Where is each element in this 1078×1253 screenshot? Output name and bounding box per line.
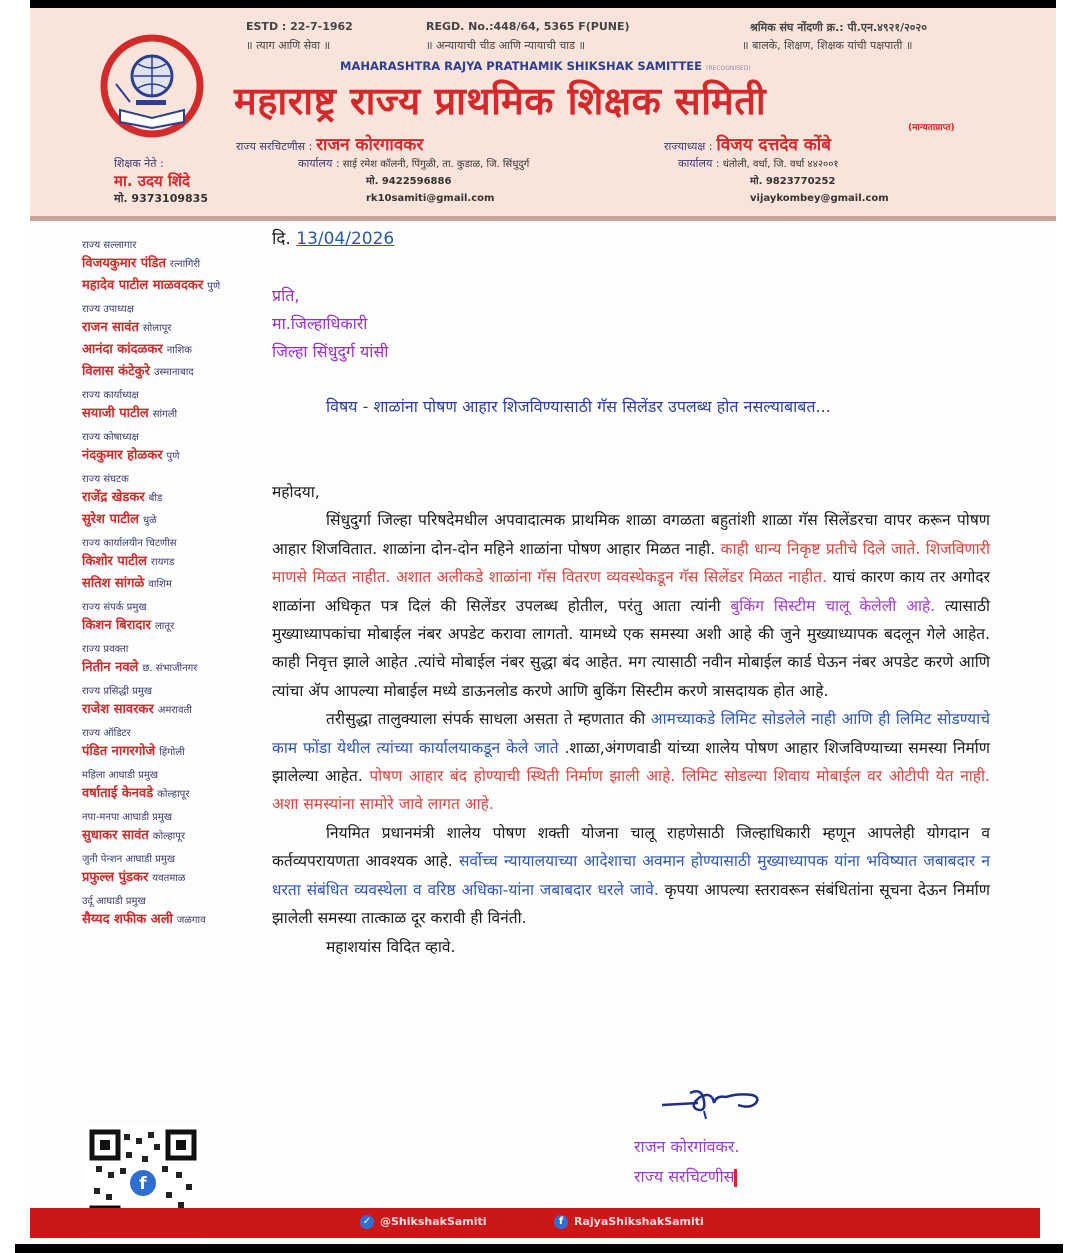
facebook-icon: f xyxy=(554,1215,568,1229)
bearer-role: महिला आघाडी प्रमुख xyxy=(82,770,159,781)
bearer-role: राज्य प्रवक्ता xyxy=(82,644,129,655)
top-black-bar xyxy=(30,0,1056,8)
bearer-entry xyxy=(82,551,282,573)
union-registration: श्रमिक संघ नोंदणी क्र.: पी.एन.४९२१/२०२० xyxy=(750,21,927,34)
svg-text:f: f xyxy=(139,1174,147,1194)
bearer-role: उर्दू आघाडी प्रमुख xyxy=(82,896,146,907)
leader-label: शिक्षक नेते : xyxy=(114,157,164,170)
bearer-name: राजेंद्र खेडकर xyxy=(82,490,145,505)
bearer-city: कोल्हापूर xyxy=(152,831,186,842)
teacher-leader xyxy=(114,156,208,206)
highlight-blue: सर्वोच्च न्यायालयाच्या आदेशाचा अवमान होण्यासाठी मुख्याध्यापक यांना भविष्यात जबाबदार न धरता संबंधित व्यवस्थेला व वरिष्ठ अधिका-यांना जबाबदार धरले जावे. xyxy=(272,852,990,899)
bearer-role: राज्य प्रसिद्धी प्रमुख xyxy=(82,686,153,697)
bearer-name: सुधाकर सावंत xyxy=(82,828,149,843)
bearer-name: विजयकुमार पंडित xyxy=(82,256,166,271)
secretary-name: राजन कोरगावकर xyxy=(316,135,424,155)
bearer-entry xyxy=(82,783,282,805)
signatory xyxy=(634,1132,739,1192)
bearer-entry xyxy=(82,487,282,509)
bearer-entry xyxy=(82,361,282,383)
secretary-office: साई रमेश कॉलनी, पिंगुळी, ता. कुडाळ, जि. सिंधुदुर्ग xyxy=(342,159,530,170)
footer-social-bar xyxy=(30,1208,1040,1238)
bearer-name: सयाजी पाटील xyxy=(82,406,149,421)
highlight-red: काही धान्य निकृष्ट प्रतीचे दिले जाते. शिजविणारी माणसे मिळत नाहीत. अशात अलीकडे शाळांना गॅस वितरण व्यवस्थेकडून गॅस सिलेंडर मिळत नाहीत. xyxy=(272,539,991,587)
bearer-name: सुरेश पाटील xyxy=(82,512,139,527)
bearer-entry xyxy=(82,573,282,595)
closing-line: महाशयांस विदित व्हावे. xyxy=(326,937,456,956)
bearer-city: हिंगोली xyxy=(159,747,185,758)
bearer-entry xyxy=(82,657,282,679)
secretary-label: राज्य सरचिटणीस : xyxy=(236,140,313,153)
bearer-name: किशोर पाटील xyxy=(82,554,147,569)
signatory-name: राजन कोरगांवकर. xyxy=(634,1137,740,1156)
bearer-entry xyxy=(82,867,282,889)
bearer-city: वाशिम xyxy=(148,579,172,590)
bearer-role: जुनी पेन्शन आघाडी प्रमुख xyxy=(82,854,176,865)
english-org-name: MAHARASHTRA RAJYA PRATHAMIK SHIKSHAK SAMITTEE (RECOGNISED) xyxy=(340,59,751,73)
bearer-name: पंडित नागरगोजे xyxy=(82,744,156,759)
salutation: महोदया, xyxy=(272,483,320,501)
bearer-name: सतिश सांगळे xyxy=(82,576,145,591)
bearer-entry xyxy=(82,699,282,721)
bearer-entry xyxy=(82,445,282,467)
secretary-block xyxy=(236,132,423,155)
bearer-entry xyxy=(82,615,282,637)
bearer-name: प्रफुल्ल पुंडकर xyxy=(82,870,149,885)
highlight-red: पोषण आहार बंद होण्याची स्थिती निर्माण झाली आहे. लिमिट सोडल्या शिवाय मोबाईल वर ओटीपी येत नाही. अशा समस्यांना सामोरे जावे लागत आहे. xyxy=(272,767,990,814)
bearer-name: नंदकुमार होळकर xyxy=(82,448,163,463)
signature-icon xyxy=(660,1083,780,1123)
twitter-link[interactable]: ✓ @ShikshakSamiti xyxy=(360,1215,487,1229)
letterhead-header xyxy=(30,8,1056,216)
letter-subject: विषय - शाळांना पोषण आहार शिजविण्यासाठी गॅस सिलेंडर उपलब्ध होत नसल्याबाबत... xyxy=(326,397,831,416)
bearer-entry xyxy=(82,275,282,297)
bearer-city: रत्नागिरी xyxy=(169,259,201,270)
bearer-entry xyxy=(82,741,282,763)
date-prefix: दि. xyxy=(272,229,291,249)
paragraph-1: सिंधुदुर्गा जिल्हा परिषदेमधील अपवादात्मक प्राथमिक शाळा वगळता बहुतांशी शाळा गॅस सिलेंडरचा वापर करून पोषण आहार शिजवितात. शाळांना दोन-दोन महिने शाळांना पोषण आहार मिळत नाही. काही धान्य निकृष्ट प्रतीचे दिले जाते. शिजविणारी माणसे मिळत नाहीत. अशात अलीकडे शाळांना गॅस वितरण व्यवस्थेकडून गॅस सिलेंडर मिळत नाहीत. याचं कारण काय तर अगोदर शाळांना अधिकृत पत्र दिलं की सिलेंडर उपलब्ध होतील, परंतु आता त्यांनी बुकिंग सिस्टीम चालू केलेली आहे. त्यासाठी मुख्याध्यापकांचा मोबाईल नंबर अपडेट करावा लागतो. यामध्ये एक समस्या अशी आहे की जुने मुख्याध्यापक बदलून गेले आहेत. काही निवृत्त झाले आहेत .त्यांचे मोबाईल नंबर सुद्धा बंद आहेत. मग त्यासाठी नवीन मोबाईल कार्ड घेऊन नंबर अपडेट करणे आणि त्यांचा ॲप आपल्या मोबाईल मध्ये डाऊनलोड करणे आणि बुकिंग सिस्टीम करणे त्रासदायक होत आहे. xyxy=(272,511,991,700)
bearer-name: राजन सावंत xyxy=(82,320,139,335)
recipient-address xyxy=(272,282,388,366)
highlight-blue: आमच्याकडे लिमिट सोडलेले नाही आणि ही लिमिट सोडण्याचे काम फोंडा येथील त्यांच्या कार्यालयाकडून केले जाते xyxy=(272,710,990,757)
letter-body xyxy=(272,478,990,961)
leader-name: मा. उदय शिंदे xyxy=(114,172,190,190)
bearer-city: उस्मानाबाद xyxy=(153,367,194,378)
bearer-role: राज्य ऑडिटर xyxy=(82,728,131,739)
signatory-title: राज्य सरचिटणीस xyxy=(634,1162,739,1192)
secretary-email[interactable]: rk10samiti@gmail.com xyxy=(366,193,495,204)
president-label: राज्याध्यक्ष : xyxy=(664,140,713,153)
bearer-entry xyxy=(82,403,282,425)
bearer-entry xyxy=(82,509,282,531)
bearer-entry xyxy=(82,339,282,361)
president-phone: मो. 9823770252 xyxy=(750,176,836,187)
registration-number: REGD. No.:448/64, 5365 F(PUNE) xyxy=(426,20,630,33)
text-cursor xyxy=(734,1169,737,1187)
office-bearers-sidebar xyxy=(82,233,282,931)
secretary-contact xyxy=(298,155,529,207)
motto-left: ॥ त्याग आणि सेवा ॥ xyxy=(246,39,331,52)
bearer-name: नितीन नवले xyxy=(82,660,139,675)
bearer-city: लातूर xyxy=(155,621,175,632)
president-office: धंतोली, वर्धा, जि. वर्धा ४४२००१ xyxy=(722,159,839,170)
president-office-label: कार्यालय : xyxy=(678,157,720,170)
bearer-city: रायगड xyxy=(150,557,175,568)
recognised-tag: (RECOGNISED) xyxy=(706,65,751,72)
twitter-icon: ✓ xyxy=(360,1215,374,1229)
secretary-office-label: कार्यालय : xyxy=(298,157,340,170)
header-divider xyxy=(30,216,1056,221)
org-title: महाराष्ट्र राज्य प्राथमिक शिक्षक समिती xyxy=(234,79,767,123)
bearer-name: आनंदा कांदळकर xyxy=(82,342,163,357)
bearer-role: राज्य कोषाध्यक्ष xyxy=(82,432,139,443)
bearer-city: सांगली xyxy=(152,409,178,420)
bearer-name: विलास कंटेकुरे xyxy=(82,364,150,379)
recipient-line-1: प्रति, xyxy=(272,286,300,305)
bearer-name: वर्षाताई केनवडे xyxy=(82,786,154,801)
bearer-role: राज्य उपाध्यक्ष xyxy=(82,304,134,315)
bearer-name: सैय्यद शफीक अली xyxy=(82,912,173,927)
bearer-city: यवतमाळ xyxy=(152,873,186,884)
bearer-role: राज्य कार्यालयीन चिटणीस xyxy=(82,538,177,549)
highlight-purple: बुकिंग सिस्टीम चालू केलेली आहे. xyxy=(730,596,936,615)
bearer-role: राज्य संपर्क प्रमुख xyxy=(82,602,147,613)
bearer-role: नपा-मनपा आघाडी प्रमुख xyxy=(82,812,173,823)
paragraph-3: नियमित प्रधानमंत्री शालेय पोषण शक्ती योजना चालू राहणेसाठी जिल्हाधिकारी म्हणून आपलेही योगदान व कर्तव्यपरायणता आवश्यक आहे. सर्वोच्च न्यायालयाच्या आदेशाचा अवमान होण्यासाठी मुख्याध्यापक यांना भविष्यात जबाबदार न धरता संबंधित व्यवस्थेला व वरिष्ठ अधिका-यांना जबाबदार धरले जावे. कृपया आपल्या स्तरावरून संबंधितांना सूचना देऊन निर्माण झालेली समस्या तात्काळ दूर करावी ही विनंती. xyxy=(272,823,990,928)
bearer-city: सोलापूर xyxy=(142,323,172,334)
president-contact xyxy=(678,155,889,207)
bearer-city: पुणे xyxy=(207,281,221,292)
bearer-name: किशन बिरादार xyxy=(82,618,151,633)
recipient-line-2: मा.जिल्हाधिकारी xyxy=(272,314,368,333)
leader-phone: मो. 9373109835 xyxy=(114,192,208,205)
motto-center: ॥ अन्यायाची चीड आणि न्यायाची चाड ॥ xyxy=(426,39,586,52)
facebook-link[interactable]: f RajyaShikshakSamiti xyxy=(554,1215,704,1229)
bearer-city: अमरावती xyxy=(157,705,192,716)
bearer-city: छ. संभाजीनगर xyxy=(142,663,198,674)
letter-date xyxy=(272,226,394,249)
bearer-role: राज्य संघटक xyxy=(82,474,129,485)
bearer-city: धुळे xyxy=(142,515,157,526)
recipient-line-3: जिल्हा सिंधुदुर्ग यांसी xyxy=(272,342,389,361)
bearer-city: नाशिक xyxy=(166,345,192,356)
bearer-city: बीड xyxy=(148,493,163,504)
bearer-entry xyxy=(82,825,282,847)
bearer-role: राज्य कार्याध्यक्ष xyxy=(82,390,139,401)
president-name: विजय दत्तदेव कोंबे xyxy=(716,135,831,155)
bearer-entry xyxy=(82,317,282,339)
bearer-entry xyxy=(82,909,282,931)
bearer-city: कोल्हापूर xyxy=(157,789,190,800)
bearer-name: महादेव पाटील माळवदकर xyxy=(82,278,204,293)
secretary-phone: मो. 9422596886 xyxy=(366,176,452,187)
president-email[interactable]: vijaykombey@gmail.com xyxy=(750,193,889,204)
bearer-city: जळगाव xyxy=(176,915,206,926)
established-date: ESTD : 22-7-1962 xyxy=(246,20,353,33)
motto-right: ॥ बालके, शिक्षण, शिक्षक यांची पक्षपाती ॥ xyxy=(742,39,913,52)
bearer-entry xyxy=(82,253,282,275)
bottom-black-bar xyxy=(15,1244,1063,1253)
samiti-logo-icon xyxy=(96,34,208,146)
president-block xyxy=(664,132,831,155)
paragraph-2: तरीसुद्धा तालुक्याला संपर्क साधला असता ते म्हणतात की आमच्याकडे लिमिट सोडलेले नाही आणि ही लिमिट सोडण्याचे काम फोंडा येथील त्यांच्या कार्यालयाकडून केले जाते .शाळा,अंगणवाडी यांच्या शालेय पोषण आहार शिजविण्याच्या समस्या निर्माण झालेल्या आहेत. पोषण आहार बंद होण्याची स्थिती निर्माण झाली आहे. लिमिट सोडल्या शिवाय मोबाईल वर ओटीपी येत नाही. अशा समस्यांना सामोरे जावे लागत आहे. xyxy=(272,710,990,814)
bearer-role: राज्य सल्लागार xyxy=(82,240,137,251)
bearer-city: पुणे xyxy=(166,451,180,462)
date-value: 13/04/2026 xyxy=(296,229,395,249)
bearer-name: राजेश सावरकर xyxy=(82,702,154,717)
org-subtitle: (मान्यताप्राप्त) xyxy=(908,123,955,133)
